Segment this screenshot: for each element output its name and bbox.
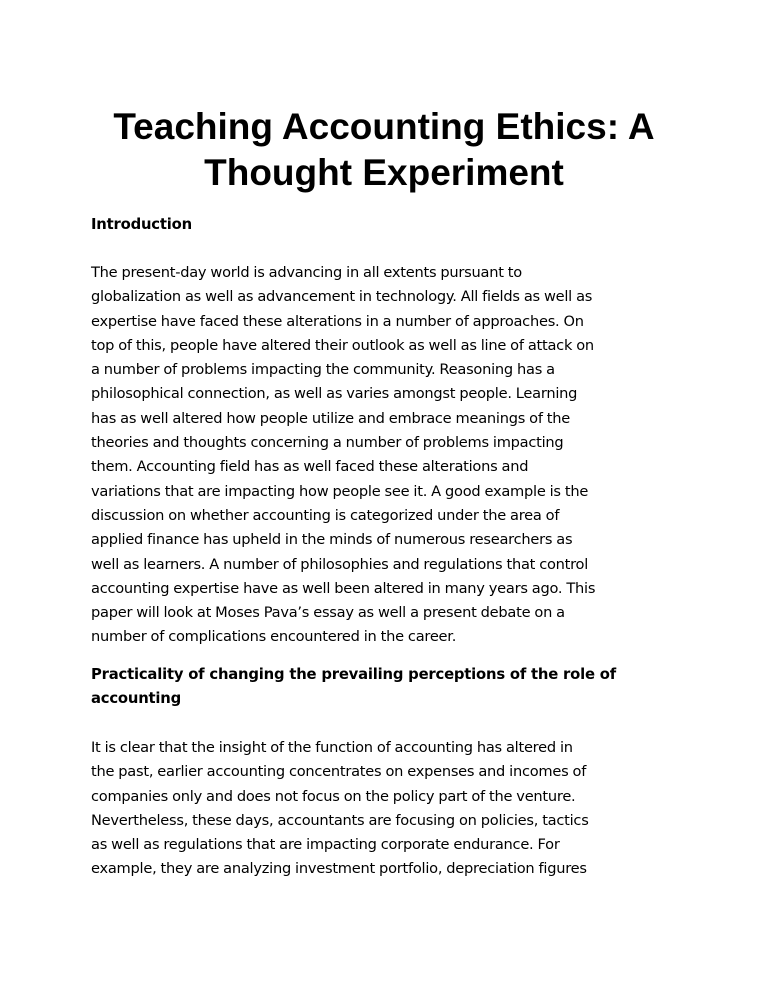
introduction-paragraph xyxy=(91,261,689,650)
paragraph-line: paper will look at Moses Pava’s essay as well a present debate on a xyxy=(91,604,565,622)
paragraph-line: as well as regulations that are impacting corporate endurance. For xyxy=(91,836,560,854)
paragraph-line: applied finance has upheld in the minds of numerous researchers as xyxy=(91,531,573,549)
heading-line: Practicality of changing the prevailing perceptions of the role of xyxy=(91,666,616,683)
paragraph-line: discussion on whether accounting is categorized under the area of xyxy=(91,506,560,524)
paragraph-line: has as well altered how people utilize and embrace meanings of the xyxy=(91,409,571,427)
practicality-paragraph xyxy=(91,736,689,882)
paragraph-line: them. Accounting field has as well faced these alterations and xyxy=(91,458,529,476)
heading-line: accounting xyxy=(91,690,182,708)
paragraph-line: The present-day world is advancing in all extents pursuant to xyxy=(91,264,522,281)
paragraph-line: It is clear that the insight of the function of accounting has altered in xyxy=(91,739,573,756)
paragraph-line: companies only and does not focus on the policy part of the venture. xyxy=(91,787,576,805)
paragraph-line: Nevertheless, these days, accountants are focusing on policies, tactics xyxy=(91,811,589,829)
section-heading-practicality xyxy=(91,663,691,712)
paragraph-line: top of this, people have altered their outlook as well as line of attack on xyxy=(91,336,594,354)
paragraph-line: variations that are impacting how people see it. A good example is the xyxy=(91,482,589,500)
paragraph-line: example, they are analyzing investment portfolio, depreciation figures xyxy=(91,860,587,878)
section-heading-introduction: Introduction xyxy=(91,216,192,233)
paragraph-line: philosophical connection, as well as varies amongst people. Learning xyxy=(91,385,578,403)
paragraph-line: expertise have faced these alterations in a number of approaches. On xyxy=(91,312,584,330)
paragraph-line: theories and thoughts concerning a number of problems impacting xyxy=(91,434,564,452)
paragraph-line: globalization as well as advancement in technology. All fields as well as xyxy=(91,288,593,306)
paragraph-line: the past, earlier accounting concentrates on expenses and incomes of xyxy=(91,763,587,781)
paragraph-line: well as learners. A number of philosophies and regulations that control xyxy=(91,555,589,573)
document-title: Teaching Accounting Ethics: A Thought Experiment xyxy=(113,106,655,193)
paragraph-line: number of complications encountered in the career. xyxy=(91,628,457,646)
paragraph-line: accounting expertise have as well been altered in many years ago. This xyxy=(91,579,596,597)
paragraph-line: a number of problems impacting the community. Reasoning has a xyxy=(91,361,555,379)
